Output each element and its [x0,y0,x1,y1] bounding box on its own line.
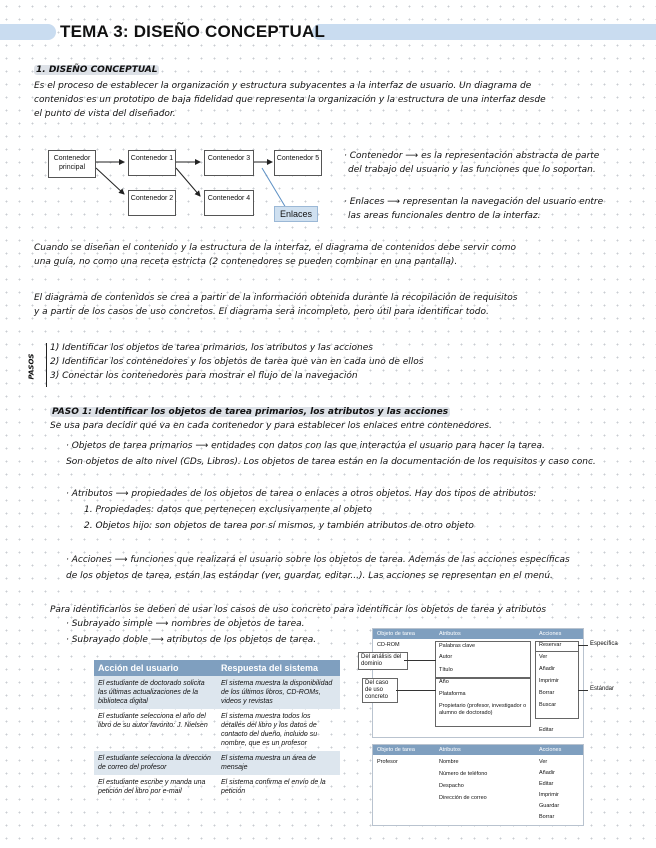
paso1-line-4: · Atributos ⟶ propiedades de los objetos de tarea o enlaces a otros objetos. Hay dos tipos de atributos: [66,489,537,499]
mini1-action: Añadir [539,666,555,672]
def-enlaces-2: las areas funcionales dentro de la interfaz. [348,211,541,221]
paso1-heading: PASO 1: Identificar los objetos de tarea primarios, los atributos y las acciones [52,407,449,417]
table-cell: El estudiante escribe y manda una petición del libro por e-mail [98,779,206,795]
para3-line-1: Para identificarlos se deben de usar los casos de uso concreto para identificar los objetos de tarea y atributos [50,605,547,615]
paso1-line-3: Son objetos de alto nivel (CDs, Libros). Los objetos de tarea están en la documentación de los requisitos y caso conc. [66,457,596,467]
table-cell: El sistema muestra un área de mensaje [217,751,340,775]
mini2-object: Profesor [377,759,398,765]
para1-line-2: una guía, no como una receta estricta (2 contenedores se pueden combinar en una pantalla). [34,257,458,267]
paso1-line-6: 2. Objetos hijo: son objetos de tarea por sí mismos, y también atributos de otro objeto [84,521,474,531]
table-cell: El estudiante selecciona la dirección de correo del profesor [94,751,217,775]
intro-line-3: el punto de vista del diseñador. [34,109,176,119]
mini1-attr: Palabras clave [439,643,476,649]
page-title: TEMA 3: DISEÑO CONCEPTUAL [60,22,326,41]
note-specific: Específica [590,641,618,647]
section-heading: 1. DISEÑO CONCEPTUAL [36,65,158,75]
note-usecase-connector [396,690,436,691]
mini1-action: Reservar [539,642,562,648]
para1-line-1: Cuando se diseñan el contenido y la estructura de la interfaz, el diagrama de contenidos debe servir como [34,243,516,253]
paso1-line-1: Se usa para decidir qué va en cada contenedor y para establecer los enlaces entre contenedores. [50,421,492,431]
mini1-action: Ver [539,654,548,660]
table-cell: El estudiante selecciona el año del libro de su autor favorito: J. Nielsen [98,713,208,729]
table-cell: El sistema muestra la disponibilidad de los últimos libros, CD-ROMs, videos y revistas [217,676,340,709]
mini1-action: Imprimir [539,678,559,684]
paso1-line-8: de los objetos de tarea, están las estándar (ver, guardar, editar...). Las acciones se representan en el menú. [66,571,553,581]
note-usecase: Del caso de uso concreto [362,678,398,703]
table-cell: El estudiante de doctorado solicita las últimas actualizaciones de la biblioteca digital [94,676,217,709]
mini2-action: Ver [539,759,548,765]
para3-line-3: · Subrayado doble ⟶ atributos de los objetos de tarea. [66,635,317,645]
mini1-object: CD-ROM [377,642,400,648]
mini1-attr: Propietario (profesor, investigador o alumno de doctorado) [439,703,527,716]
task-object-table-cdrom [372,628,584,738]
container-box-3: Contenedor 3 [204,150,254,176]
note-specific-connector [578,645,588,646]
mini2-attr: Número de teléfono [439,771,488,777]
table-row [94,676,340,709]
note-domain-connector [404,660,436,661]
container-box-5: Contenedor 5 [274,150,322,176]
table-cell: El sistema muestra todos los detalles del libro y los datos de contacto del dueño, incluido su nombre, que es un profesor [221,713,318,747]
task-object-table-profesor [372,744,584,826]
mini1-attr: Autor [439,654,453,660]
mini2-action: Añadir [539,770,555,776]
paso1-line-5: 1. Propiedades: datos que pertenecen exclusivamente al objeto [84,505,372,515]
def-contenedor-1: · Contenedor ⟶ es la representación abstracta de parte [344,151,600,161]
intro-line-1: Es el proceso de establecer la organización y estructura subyacentes a la interfaz de usuario. Un diagrama de [34,81,532,91]
mini2-header-attrs: Atributos [439,747,461,753]
para2-line-1: El diagrama de contenidos se crea a partir de la información obtenida durante la recopilación de requisitos [34,293,518,303]
pasos-side-label: PASOS [27,353,36,380]
mini1-action: Editar [539,727,554,733]
mini2-attr: Despacho [439,783,464,789]
mini2-action: Guardar [539,803,560,809]
mini1-attr: Año [439,679,449,685]
table-header-row [94,660,340,676]
mini2-action: Borrar [539,814,555,820]
note-standard-connector [578,690,588,691]
table-row [94,709,340,751]
table-cell: El sistema confirma el envío de la petición [221,779,326,795]
mini1-attr: Título [439,667,453,673]
mini2-attr: Dirección de correo [439,795,487,801]
def-enlaces-1: · Enlaces ⟶ representan la navegación del usuario entre [344,197,604,207]
paso-item-1: 1) Identificar los objetos de tarea primarios, los atributos y las acciones [50,343,373,353]
mini2-header-object: Objeto de tarea [377,747,415,753]
para2-line-2: y a partir de los casos de uso concretos. El diagrama será incompleto, pero útil para identificar todo. [34,307,489,317]
mini2-header-actions: Acciones [539,747,562,753]
paso-item-2: 2) Identificar los contenedores y los objetos de tarea que van en cada uno de ellos [50,357,424,367]
mini2-attr: Nombre [439,759,459,765]
container-box-principal: Contenedor principal [48,150,96,178]
mini1-header-attrs: Atributos [439,631,461,637]
mini1-action: Borrar [539,690,555,696]
mini2-action: Editar [539,781,554,787]
table-header-response: Respuesta del sistema [217,660,340,676]
para3-line-2: · Subrayado simple ⟶ nombres de objetos de tarea. [66,619,305,629]
mini1-header-object: Objeto de tarea [377,631,415,637]
pasos-bracket [46,343,49,387]
def-contenedor-2: del trabajo del usuario y las funciones que lo soportan. [348,165,596,175]
mini1-header-actions: Acciones [539,631,562,637]
paso1-line-7: · Acciones ⟶ funciones que realizará el usuario sobre los objetos de tarea. Además de las acciones específicas [66,555,570,565]
container-box-4: Contenedor 4 [204,190,254,216]
note-standard: Estándar [590,686,615,692]
paso-item-3: 3) Conectar los contenedores para mostrar el flujo de la navegación [50,371,358,381]
note-domain: Del análisis del dominio [358,652,408,670]
table-row [94,751,340,775]
table-row [94,775,340,799]
container-box-2: Contenedor 2 [128,190,176,216]
mini2-action: Imprimir [539,792,559,798]
intro-line-2: contenidos es un prototipo de baja fidelidad que representa la organización y la estructura de una interfaz desde [34,95,546,105]
table-header-action: Acción del usuario [94,660,217,676]
mini1-attr: Plataforma [439,691,466,697]
mini1-standard-box [535,651,579,719]
use-case-table [94,660,340,799]
paso1-line-2: · Objetos de tarea primarios ⟶ entidades con datos con las que interactúa el usuario para hacer la tarea. [66,441,545,451]
links-label: Enlaces [274,206,318,222]
mini1-usecase-box [435,677,531,727]
container-box-1: Contenedor 1 [128,150,176,176]
mini1-action: Buscar [539,702,557,708]
